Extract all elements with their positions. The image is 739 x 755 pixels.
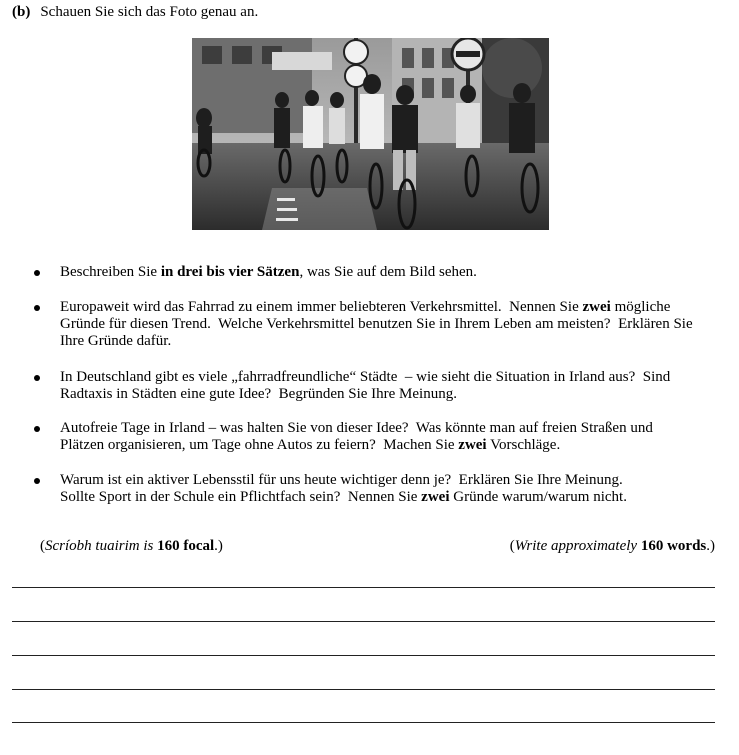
word-count-note-irish [40,538,223,555]
cyclists-photo [192,38,549,230]
text-run: Gründe für diesen Trend. Welche Verkehrsmittel benutzen Sie in Ihrem Leben am meisten? Erklären Sie [60,316,693,332]
text-run: Vorschläge. [486,437,561,453]
text-run: Gründe warum/warum nicht. [449,489,627,505]
text-run: zwei [458,437,487,453]
text-run: in drei bis vier Sätzen [160,264,300,280]
bullet-dot [34,478,40,484]
text-run: mögliche [610,299,671,315]
text-run: .) [214,538,223,554]
bullet-dot [34,375,40,381]
text-run: Sollte Sport in der Schule ein Pflichtfach sein? Nennen Sie [60,489,422,505]
text-run: ( [509,538,515,554]
text-run: Ihre Gründe dafür. [60,333,172,349]
section-heading [12,4,258,21]
bullet-line [60,437,720,454]
text-run: Plätzen organisieren, um Tage ohne Autos zu feiern? Machen Sie [60,437,459,453]
bullet-line [60,316,720,333]
bullet-line [60,299,720,316]
bullet-item [60,264,720,281]
text-run: In Deutschland gibt es viele „fahrradfreundliche“ Städte – wie sieht die Situation in Irland aus? Sind [60,369,671,385]
bullet-line [60,489,720,506]
answer-line[interactable] [12,587,715,588]
text-run: Radtaxis in Städten eine gute Idee? Begründen Sie Ihre Meinung. [60,386,457,402]
text-run: Write approximately [514,538,641,554]
text-run: Beschreiben Sie [60,264,161,280]
bullet-item [60,299,720,350]
text-run: Scríobh tuairim is [45,538,158,554]
text-run: Autofreie Tage in Irland – was halten Sie von dieser Idee? Was könnte man auf freien Straßen und [60,420,653,436]
text-run: , was Sie auf dem Bild sehen. [299,264,477,280]
bullet-dot [34,426,40,432]
bullet-dot [34,270,40,276]
answer-line[interactable] [12,722,715,723]
text-run: Europaweit wird das Fahrrad zu einem immer beliebteren Verkehrsmittel. Nennen Sie [60,299,583,315]
bullet-item [60,369,720,403]
bullet-item [60,472,720,506]
bullet-line [60,420,720,437]
bullet-item [60,420,720,454]
text-run: 160 focal [157,538,215,554]
bullet-line [60,369,720,386]
answer-line[interactable] [12,689,715,690]
bullet-line [60,386,720,403]
section-label: (b) [12,4,31,20]
bullet-line [60,333,720,350]
bullet-line [60,472,720,489]
text-run: zwei [582,299,611,315]
word-count-note-english [510,538,715,555]
bullet-line [60,264,720,281]
text-run: zwei [421,489,450,505]
text-run: .) [706,538,715,554]
text-run: 160 words [640,538,707,554]
section-instruction: Schauen Sie sich das Foto genau an. [40,4,259,20]
answer-line[interactable] [12,655,715,656]
bullet-dot [34,305,40,311]
answer-line[interactable] [12,621,715,622]
text-run: ( [40,538,45,554]
text-run: Warum ist ein aktiver Lebensstil für uns heute wichtiger denn je? Erklären Sie Ihre Meinung. [60,472,623,488]
